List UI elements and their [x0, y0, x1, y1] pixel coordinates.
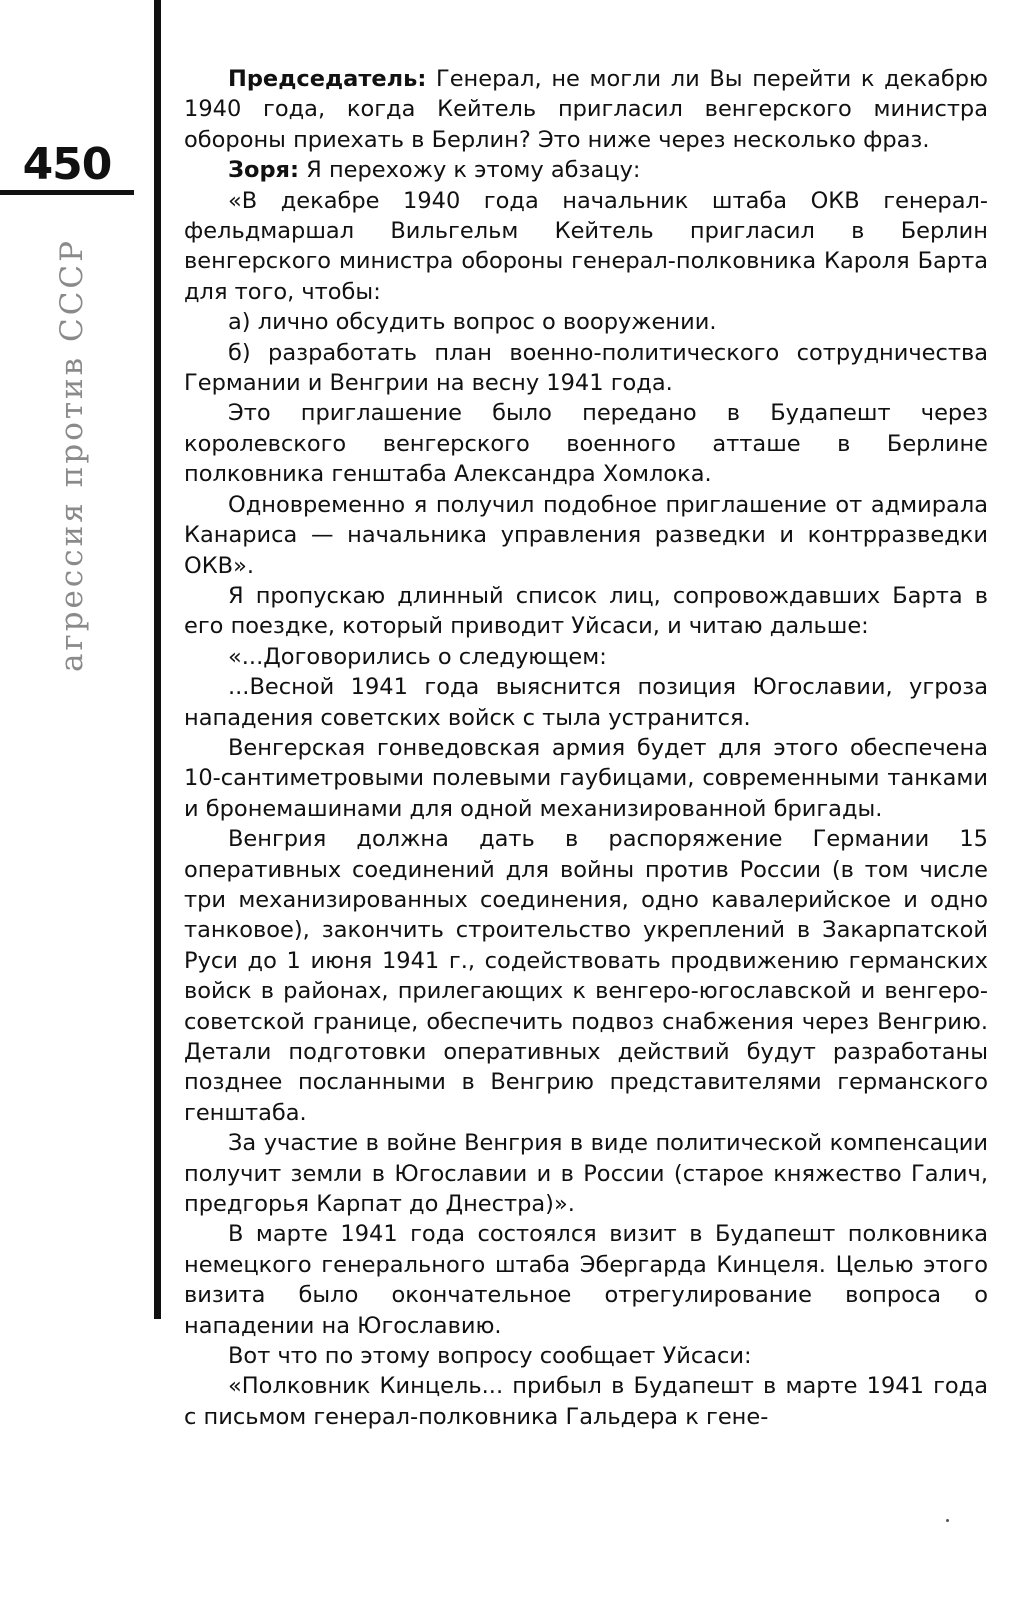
side-running-title: агрессия против СССР	[54, 238, 90, 673]
speech-text: Генерал, не могли ли Вы перейти к декабрю 1940 года, когда Кейтель пригласил венгерского министра обороны приехать в Берлин? Это ниже через несколько фраз.	[184, 66, 988, 153]
speaker-label: Зоря:	[228, 157, 299, 184]
paragraph: Это приглашение было передано в Будапешт через королевского венгерского военного атташе в Берлине полковника генштаба Александра Хомлока.	[184, 400, 988, 488]
paragraph: Венгерская гонведовская армия будет для этого обеспечена 10-сантиметровыми полевыми гаубицами, современными танками и бронемашинами для одной механизированной бригады.	[184, 734, 988, 822]
paragraph: б) разработать план военно-политического сотрудничества Германии и Венгрии на весну 1941 года.	[184, 339, 988, 397]
paragraph: а) лично обсудить вопрос о вооружении.	[228, 309, 717, 336]
scan-speck	[946, 1519, 949, 1522]
vertical-rule	[154, 0, 161, 1319]
paragraph: «Полковник Кинцель... прибыл в Будапешт в марте 1941 года с письмом генерал-полковника Гальдера к гене-	[184, 1373, 988, 1430]
paragraph	[184, 64, 988, 155]
text-column	[184, 64, 988, 1432]
speaker-label: Председатель:	[228, 66, 427, 92]
paragraph	[184, 155, 988, 185]
paragraph: Одновременно я получил подобное приглашение от адмирала Канариса — начальника управления разведки и контрразведки ОКВ».	[184, 491, 988, 579]
paragraph: Я пропускаю длинный список лиц, сопровождавших Барта в его поездке, который приводит Уйсаси, и читаю дальше:	[184, 582, 988, 640]
paragraph: «...Договорились о следующем:	[228, 643, 607, 670]
paragraph: За участие в войне Венгрия в виде политической компенсации получит земли в Югославии и в России (старое княжество Галич, предгорья Карпат до Днестра)».	[184, 1130, 988, 1218]
page-number: 450	[22, 139, 112, 190]
paragraph: «В декабре 1940 года начальник штаба ОКВ генерал-фельдмаршал Вильгельм Кейтель пригласил в Берлин венгерского министра обороны генерал-полковника Кароля Барта для того, чтобы:	[184, 187, 988, 305]
paragraph: В марте 1941 года состоялся визит в Будапешт полковника немецкого генерального штаба Эбергарда Кинцеля. Целью этого визита было окончательное отрегулирование вопроса о нападении на Югославию.	[184, 1221, 988, 1339]
paragraph: Вот что по этому вопросу сообщает Уйсаси:	[228, 1343, 752, 1370]
speech-text: Я перехожу к этому абзацу:	[299, 157, 641, 184]
paragraph: ...Весной 1941 года выяснится позиция Югославии, угроза нападения советских войск с тыла устранится.	[184, 674, 988, 731]
paragraph: Венгрия должна дать в распоряжение Германии 15 оперативных соединений для войны против России (в том числе три механизированных соединения, одно кавалерийское и одно танковое), закончить строительство укреплений в Закарпатской Руси до 1 июня 1941 г., содействовать продвижению германских войск в районах, прилегающих к венгеро-югославской и венгеро-советской границе, обеспечить подвоз снабжения через Венгрию. Детали подготовки оперативных действий будут разработаны позднее посланными в Венгрию представителями германского генштаба.	[184, 826, 988, 1126]
